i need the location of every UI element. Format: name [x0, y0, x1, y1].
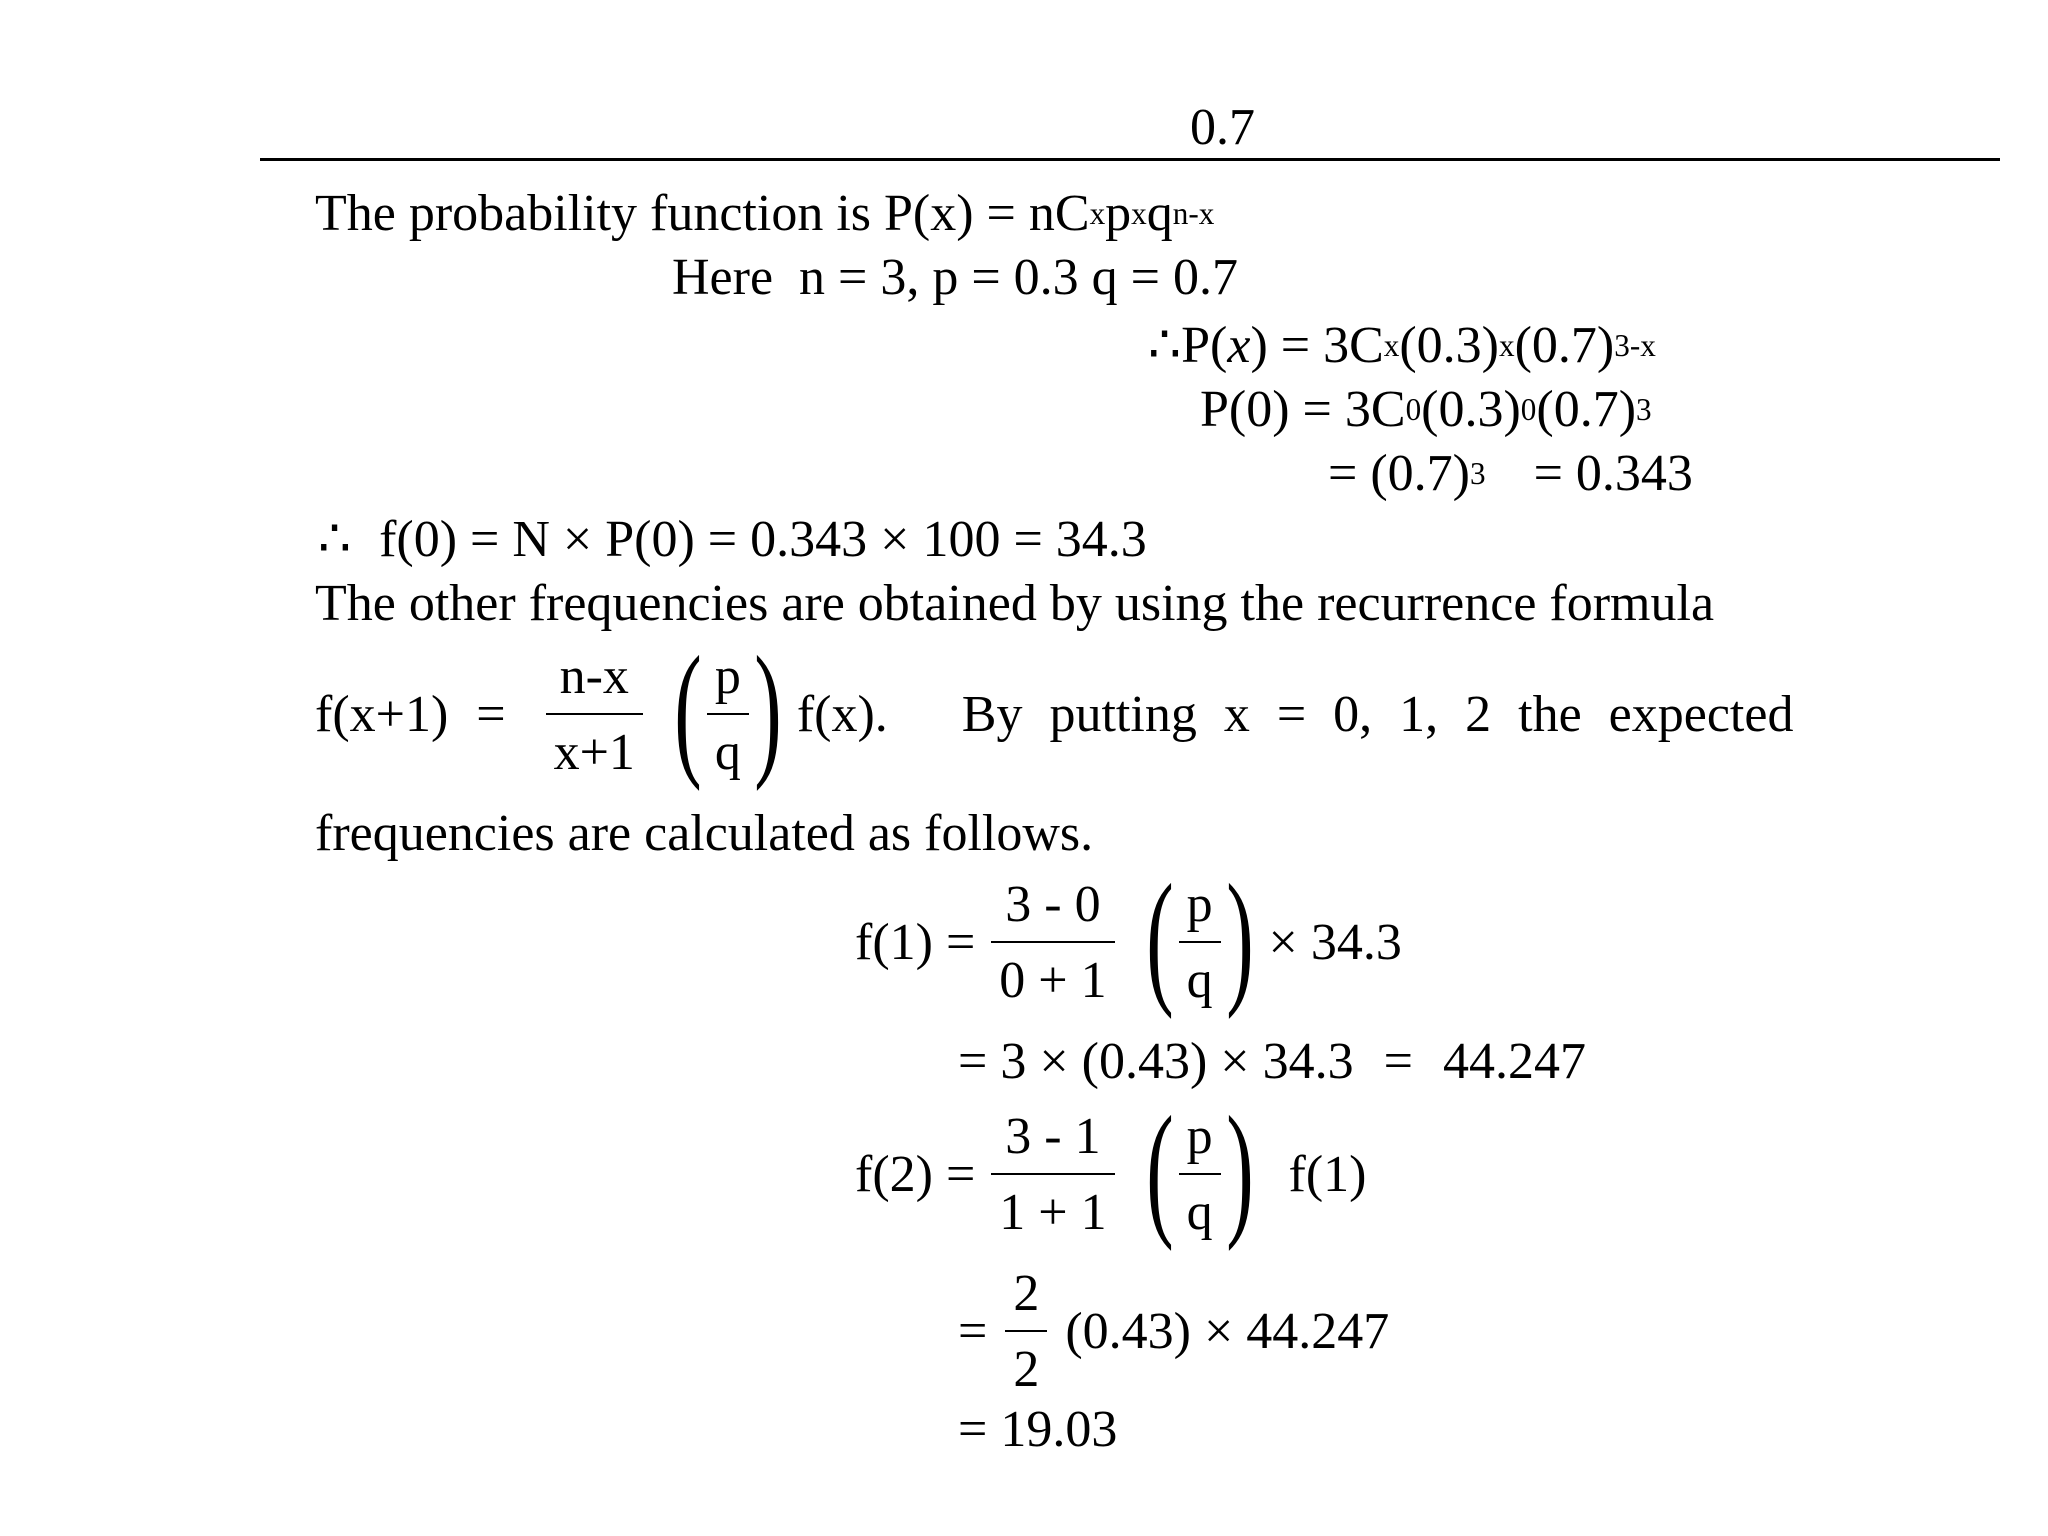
- f1-p-over-q-paren: ( $\frac{p}{q}$ ): [1145, 854, 1254, 1020]
- f0-line: ∴ f(0) = N × P(0) = 0.343 × 100 = 34.3: [318, 511, 1147, 568]
- p0-line: P(0) = 3C 0 (0.3) 0 (0.7) 3: [1200, 381, 1652, 438]
- frequencies-intro-line: frequencies are calculated as follows.: [315, 805, 1094, 862]
- f1-result-line: = 3 × (0.43) × 34.3 = 44.247: [958, 1033, 1586, 1090]
- cut-off-text: 0.7: [1190, 99, 1255, 156]
- px-formula-line: ∴ P( x ) = 3C x (0.3) x (0.7) 3-x: [1148, 317, 1656, 374]
- recurrence-fraction: $\frac{n-x}{x+1}$: [546, 651, 643, 779]
- two-over-two-fraction: $\frac{2}{2}$: [1005, 1268, 1047, 1396]
- f1-formula-line: f(1) = $\frac{3 - 0}{0 + 1}$ ( $\frac{p}{q}$ ) × 34.3: [855, 854, 1402, 1020]
- f2-p-over-q-paren: ( $\frac{p}{q}$ ): [1145, 1086, 1254, 1252]
- f2-fraction: $\frac{3 - 1}{1 + 1}$: [991, 1111, 1114, 1239]
- top-rule: [260, 158, 2000, 161]
- f2-step-line: = $\frac{2}{2}$ (0.43) × 44.247: [958, 1265, 1390, 1398]
- recurrence-formula-line: f(x+1) = $\frac{n-x}{x+1}$ ( $\frac{p}{q}$ ) f(x). By putting x = 0, 1, 2 the expected: [315, 626, 1794, 792]
- f1-fraction: $\frac{3 - 0}{0 + 1}$: [991, 879, 1114, 1007]
- p0-result-line: = (0.7) 3 = 0.343: [1328, 445, 1693, 502]
- parameters-line: Here n = 3, p = 0.3 q = 0.7: [672, 249, 1239, 306]
- recurrence-intro-line: The other frequencies are obtained by using the recurrence formula: [315, 575, 1715, 632]
- f2-formula-line: f(2) = $\frac{3 - 1}{1 + 1}$ ( $\frac{p}{q}$ ) f(1): [855, 1086, 1367, 1252]
- probability-function-line: The probability function is P(x) = nC x p x q n-x: [315, 185, 1215, 242]
- f2-result-line: = 19.03: [958, 1401, 1118, 1458]
- p-over-q-paren: ( $\frac{p}{q}$ ): [674, 626, 782, 792]
